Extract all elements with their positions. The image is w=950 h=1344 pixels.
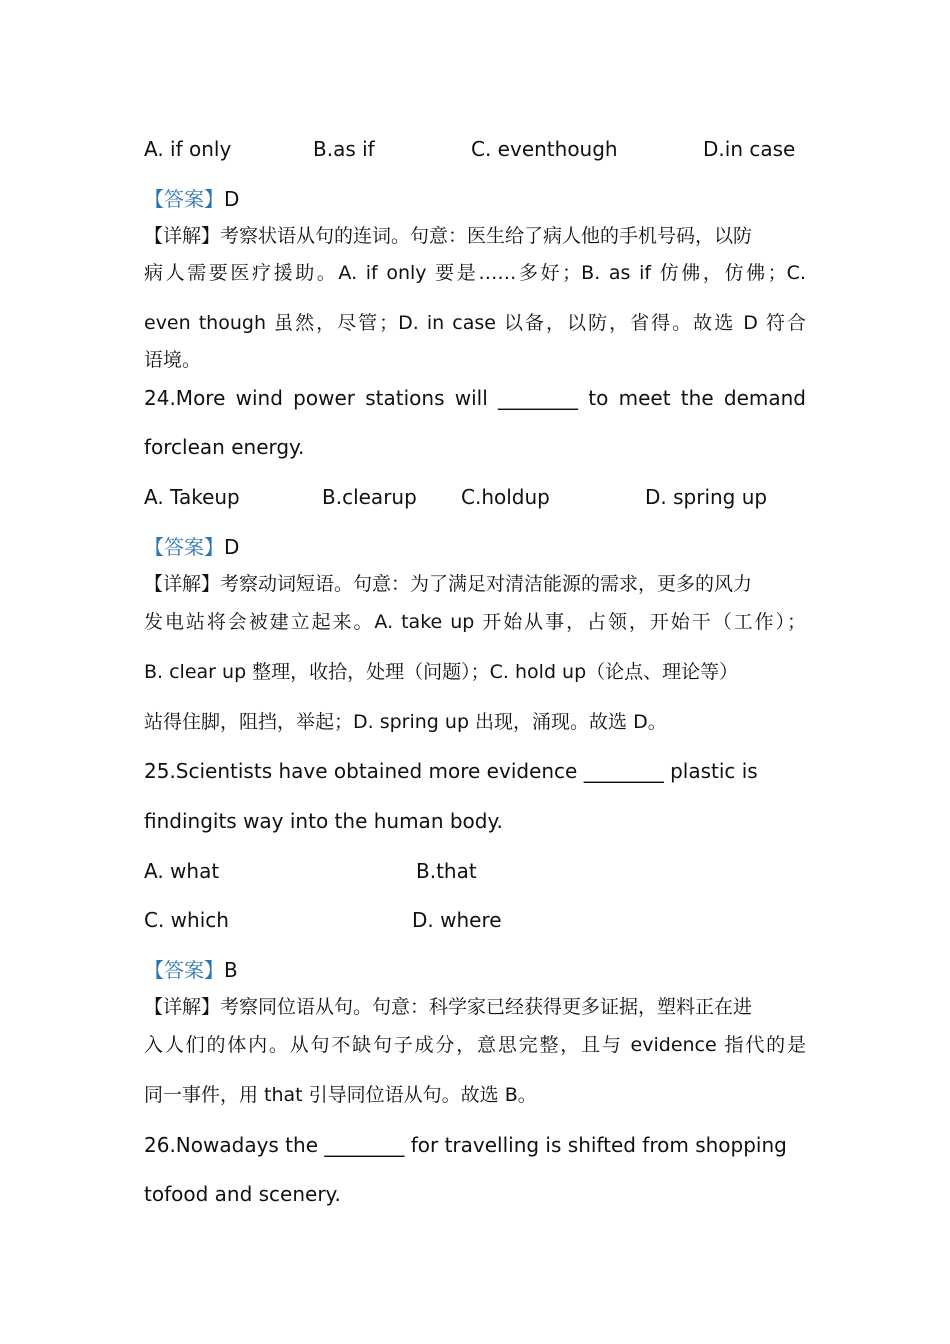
- detail-tag: 【详解】: [144, 996, 221, 1018]
- answer-tag: 【答案】: [144, 535, 224, 559]
- q24-option-a: A. Takeup: [144, 485, 240, 509]
- q25-detail-line-2: 入人们的体内。从句不缺句子成分，意思完整，且与 evidence 指代的是: [144, 1034, 806, 1056]
- detail-text: 考察状语从句的连词。句意：医生给了病人他的手机号码，以防: [220, 225, 753, 247]
- answer-tag: 【答案】: [144, 958, 224, 982]
- q26-stem-line-1: 26.Nowadays the ________ for travelling is shifted from shopping: [144, 1133, 787, 1157]
- q25-option-c: C. which: [144, 908, 229, 932]
- q23-detail-line-4: 语境。: [144, 349, 202, 371]
- q25-detail-line-1: [144, 994, 752, 1020]
- q26-stem-line-2: tofood and scenery.: [144, 1182, 341, 1206]
- q25-answer: [144, 957, 238, 983]
- q24-detail-line-4: 站得住脚，阻挡，举起；D. spring up 出现，涌现。故选 D。: [144, 711, 667, 733]
- q23-option-a: A. if only: [144, 137, 232, 161]
- answer-value: D: [224, 535, 240, 559]
- q24-detail-line-1: [144, 571, 752, 597]
- q23-option-d: D.in case: [703, 137, 796, 161]
- q24-option-b: B.clearup: [322, 485, 417, 509]
- q25-detail-line-3: 同一事件，用 that 引导同位语从句。故选 B。: [144, 1084, 537, 1106]
- q23-detail-line-1: [144, 223, 752, 249]
- q25-option-b: B.that: [416, 859, 477, 883]
- detail-tag: 【详解】: [144, 573, 221, 595]
- q23-option-b: B.as if: [313, 137, 375, 161]
- detail-text: 考察同位语从句。句意：科学家已经获得更多证据，塑料正在进: [220, 996, 753, 1018]
- q25-stem-line-2: findingits way into the human body.: [144, 809, 503, 833]
- detail-text: 考察动词短语。句意：为了满足对清洁能源的需求，更多的风力: [220, 573, 753, 595]
- q24-detail-line-2: 发电站将会被建立起来。A. take up 开始从事，占领，开始干（工作）；: [144, 611, 806, 633]
- answer-value: D: [224, 187, 240, 211]
- answer-value: B: [224, 958, 238, 982]
- detail-tag: 【详解】: [144, 225, 221, 247]
- q24-option-d: D. spring up: [645, 485, 768, 509]
- q23-detail-line-2: 病人需要医疗援助。A. if only 要是……多好；B. as if 仿佛，仿佛；C.: [144, 262, 806, 284]
- q25-stem-line-1: 25.Scientists have obtained more evidence ________ plastic is: [144, 759, 758, 783]
- q24-option-c: C.holdup: [461, 485, 550, 509]
- q25-option-d: D. where: [412, 908, 502, 932]
- q23-answer: [144, 186, 239, 212]
- q25-option-a: A. what: [144, 859, 220, 883]
- q24-stem-line-1: 24.More wind power stations will ________ to meet the demand: [144, 386, 806, 410]
- q24-stem-line-2: forclean energy.: [144, 435, 305, 459]
- q24-answer: [144, 534, 239, 560]
- answer-tag: 【答案】: [144, 187, 224, 211]
- q23-detail-line-3: even though 虽然，尽管；D. in case 以备，以防，省得。故选 D 符合: [144, 312, 806, 334]
- q24-detail-line-3: B. clear up 整理，收拾，处理（问题）；C. hold up（论点、理论等）: [144, 661, 739, 683]
- q23-option-c: C. eventhough: [471, 137, 618, 161]
